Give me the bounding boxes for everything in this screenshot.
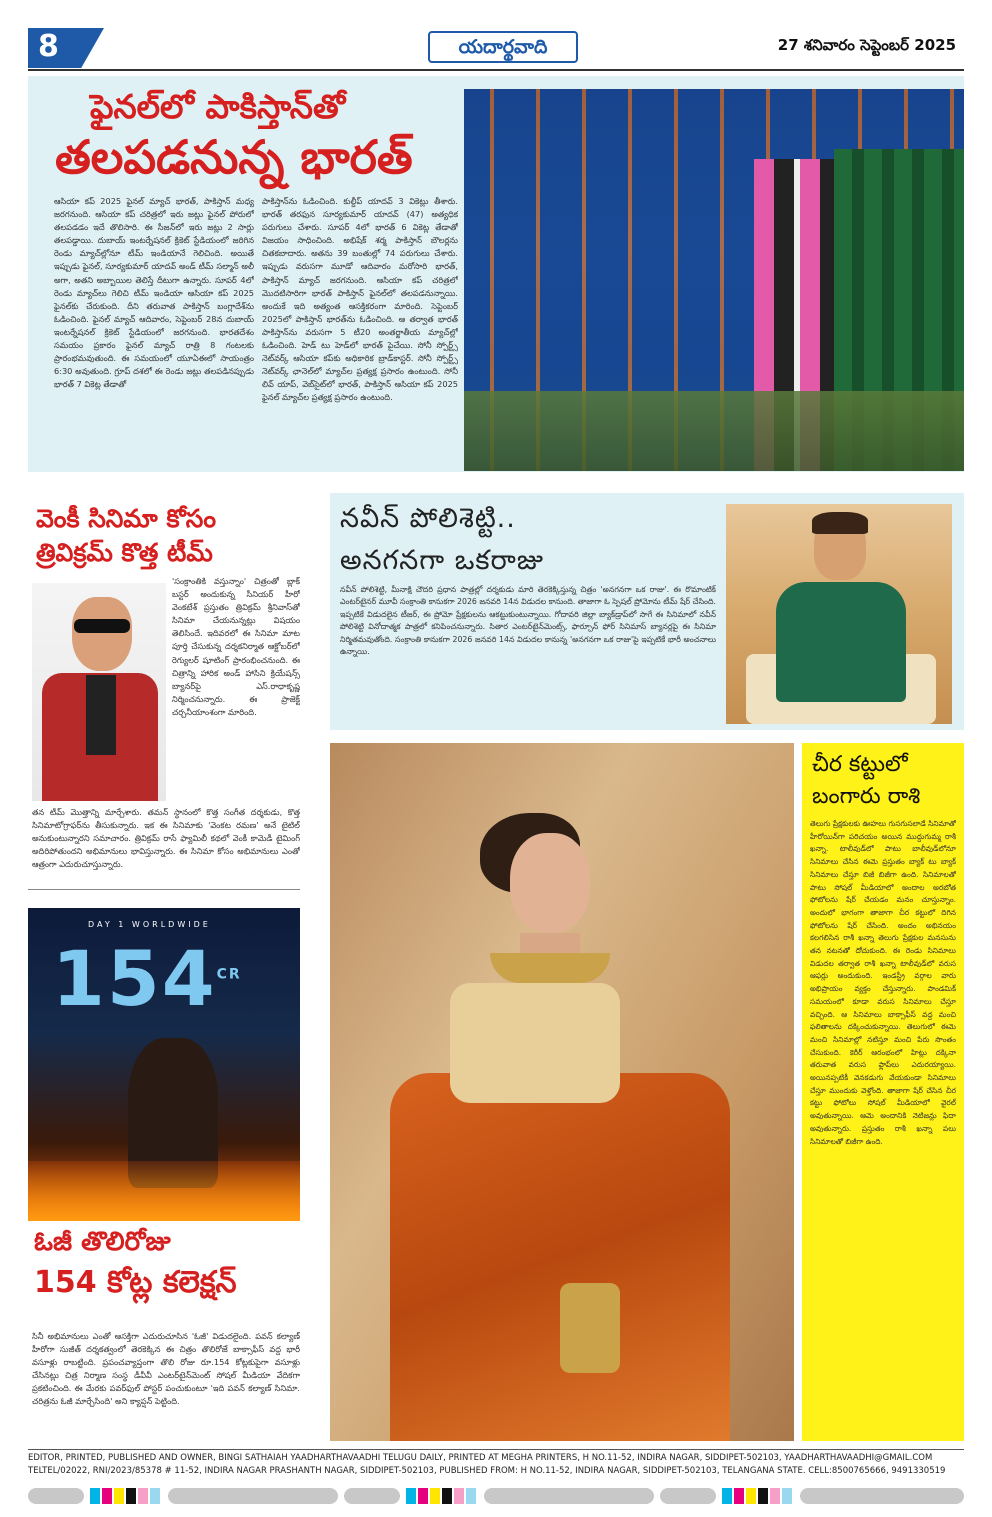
cyan-swatch — [406, 1488, 416, 1504]
page-header — [0, 0, 992, 72]
cyan-swatch — [722, 1488, 732, 1504]
magenta-swatch — [734, 1488, 744, 1504]
yellow-swatch — [746, 1488, 756, 1504]
imprint-line-2: TELTEL/02022, RNI/2023/85378 # 11-52, INDIRA NAGAR PRASHANTH NAGAR, SIDDIPET-502103, PUBLISHED FROM: H NO.11-52, INDIRA NAGAR, SIDDIPET-502103, TELANGANA STATE. CELL:8500765666, 9491330519 — [28, 1466, 946, 1476]
magenta-swatch — [418, 1488, 428, 1504]
og-body: సినీ అభిమానులు ఎంతో ఆసక్తిగా ఎదురుచూసిన 'ఓజీ' విడుదలైంది. పవన్ కల్యాణ్ హీరోగా సుజీత్ దర్శకత్వంలో తెరకెక్కిన ఈ చిత్రం తొలిరోజే బాక్సాఫీస్ వద్ద భారీ వసూళ్లు రాబట్టింది. ప్రపంచవ్యాప్తంగా తొలి రోజు రూ.154 కోట్లకుపైగా వసూళ్లు చేసినట్లు చిత్ర నిర్మాణ సంస్థ డీవీవీ ఎంటర్‌టైన్‌మెంట్ సోషల్ మీడియా వేదికగా ప్రకటించింది. ఈ మేరకు పవర్‌ఫుల్ పోస్టర్ పంచుకుంటూ 'ఇది పవన్ కల్యాణ్ సినిమా. చరిత్రను ఓజీ మార్చేసింది' అని క్యాప్షన్ పెట్టింది. — [32, 1331, 300, 1407]
black-swatch — [126, 1488, 136, 1504]
section-divider — [28, 889, 300, 890]
poster-collection-number — [52, 934, 242, 1023]
rashi-headline-1: చీర కట్టులో — [812, 752, 908, 777]
poster-number-value: 154 — [52, 934, 217, 1023]
issue-date: 27 శనివారం సెప్టెంబర్ 2025 — [777, 36, 956, 54]
potli-bag-shape — [560, 1283, 620, 1373]
venky-headline-1: వెంకీ సినిమా కోసం — [36, 504, 217, 533]
rashi-saree-photo — [330, 743, 794, 1441]
rashi-body: తెలుగు ప్రేక్షకులకు ఊహలు గుసగుసలాడే సినిమాతో హీరోయిన్‌గా పరిచయం అయిన ముద్దుగుమ్మ రాశీ ఖన్నా. టాలీవుడ్‌లో పాటు బాలీవుడ్‌లోనూ సినిమాలు చేసిన ఈమె ప్రస్తుతం బ్యాక్ టు బ్యాక్ సినిమాలు చేస్తూ బిజీ బిజీగా ఉంది. సినిమాలతో పాటు సోషల్ మీడియాలో అందాల అరబోత ఫోటోలను షేర్ చేయడం మనం చూస్తున్నాం. అందులో భాగంగా తాజాగా చీర కట్టులో దిగిన ఫోటోలను షేర్ చేసింది. అందం అభినయం కలగలిసిన రాశీ ఖన్నా తెలుగు ప్రేక్షకుల మనసును తన నటనతో దోచుకుంది. ఈ రెండు సినిమాలు విడుదల తర్వాత రాశీ ఖన్నా టాలీవుడ్‌లో వరుస ఆఫర్లు అందుకుంది. ఇండస్ట్రీ వర్గాల వారు అభిప్రాయం వ్యక్తం చేస్తున్నారు. పాండమిక్ సమయంలో కూడా వరుస సినిమాలు చేస్తూ వచ్చింది. ఆ సినిమాలు బాక్సాఫీస్ వద్ద మంచి ఫలితాలను దక్కించుకున్నాయి. తెలుగులో ఈమె మంచి సినిమాల్లో నటిస్తూ మంచి పేరు సొంతం చేసుకుంది. కెరీర్ ఆరంభంలో హిట్లు దక్కినా తరువాత వరుస ఫ్లాప్‌లు ఎదురయ్యాయి. అయినప్పటికీ వెనకడుగు వేయకుండా సినిమాలు చేస్తూ ముందుకు వెళ్తోంది. తాజాగా షేర్ చేసిన చీర కట్టు ఫోటోలు సోషల్ మీడియాలో వైరల్ అవుతున్నాయి. ఆమె అందానికి నెటిజన్లు ఫిదా అవుతున్నారు. ప్రస్తుతం రాశీ ఖన్నా పలు సినిమాలతో బిజీగా ఉంది. — [810, 819, 956, 1146]
green-jacket-shape — [776, 582, 906, 702]
naveen-body: నవీన్ పోలిశెట్టి, మీనాక్షి చౌదరి ప్రధాన పాత్రల్లో దర్శకుడు మారి తెరకెక్కిస్తున్న చిత్రం 'అనగనగా ఒక రాజు'. ఈ రొమాంటిక్ ఎంటర్‌టైనర్ మూవీ సంక్రాంతి కానుకగా 2026 జనవరి 14న విడుదల కానుంది. తాజాగా ఓ స్పెషల్ ప్రోమోను టీమ్ షేర్ చేసింది. ఇప్పటికే విడుదలైన టీజర్, ఈ ప్రోమో ప్రేక్షకులను ఆకట్టుకుంటున్నాయి. గోదావరి జిల్లా బ్యాక్‌డ్రాప్‌లో సాగే ఈ సినిమాలో నవీన్ పోలిశెట్టి వినోదాత్మక పాత్రలో కనిపించనున్నారు. సితార ఎంటర్‌టైన్‌మెంట్స్, ఫార్చూన్ ఫోర్ సినిమాస్ బ్యానర్లపై ఈ సినిమా నిర్మితమవుతోంది. సంక్రాంతి కానుకగా 2026 జనవరి 14న విడుదల కానున్న 'అనగనగా ఒక రాజు'పై ఇప్పటికే భారీ అంచనాలు ఉన్నాయి. — [340, 585, 716, 657]
top-story-headline-1: ఫైనల్‌లో పాకిస్తాన్‌తో — [90, 87, 346, 126]
yellow-swatch — [114, 1488, 124, 1504]
black-swatch — [758, 1488, 768, 1504]
grey-bar — [484, 1488, 654, 1504]
naveen-headline-1: నవీన్ పోలిశెట్టి.. — [340, 503, 516, 534]
venky-side-column: 'సంక్రాంతికి వస్తున్నాం' చిత్రంతో బ్లాక్ బస్టర్ అందుకున్న సీనియర్ హీరో వెంకటేశ్ ప్రస్తుతం త్రివిక్రమ్ శ్రీనివాస్‌తో సినిమా చేయనున్నట్లు విషయం తెలిసిందే. ఇదివరలో ఈ సినిమా మాట పూర్తి చేసుకున్న దర్శకనిర్మాత ఆక్టోబర్‌లో రెగ్యులర్ షూటింగ్ ప్రారంభించనుంది. ఈ చిత్రాన్ని హారిక అండ్ హాసిని క్రియేషన్స్ బ్యానర్‌పై ఎస్.రాధాకృష్ణ నిర్మించనున్నారు. ఈ ప్రాజెక్ట్ చర్చనీయాంశంగా మారింది. — [172, 576, 300, 717]
light-cyan-swatch — [782, 1488, 792, 1504]
page-number: 8 — [38, 29, 59, 64]
light-cyan-swatch — [466, 1488, 476, 1504]
og-headline-2: 154 కోట్ల కలెక్షన్ — [34, 1265, 237, 1300]
cyan-swatch — [90, 1488, 100, 1504]
header-rule — [28, 69, 964, 71]
grey-bar — [660, 1488, 716, 1504]
footer-rule — [28, 1449, 964, 1450]
top-story-headline-2: తలపడనున్న భారత్ — [55, 130, 413, 184]
og-poster — [28, 908, 300, 1221]
ground-area — [464, 391, 964, 471]
top-story-column-1: ఆసియా కప్ 2025 ఫైనల్ మ్యాచ్ భారత్, పాకిస్తాన్ మధ్య జరగనుంది. ఆసియా కప్ చరిత్రలో ఇరు జట్లు ఫైనల్ పోరులో తలపడడం ఇదే తొలిసారి. ఈ సీజన్‌లో ఇరు జట్లు 2 సార్లు తలపడ్డాయి. దుబాయ్ ఇంటర్నేషనల్ క్రికెట్ స్టేడియంలో జరిగిన రెండు మ్యాచ్‌ల్లోనూ టీమ్ ఇండియానే గెలిచింది. అయితే ఇప్పుడు ఫైనల్, సూర్యకుమార్ యాదవ్ అండ్ టీమ్ సల్మాన్ అలీ అగా, అతని అబ్బాయిల తెలిస్తే దీటుగా ఉన్నారు. సూపర్ 4లో రెండు మ్యాచ్‌లు గెలిచి టీమ్ ఇండియా ఆసియా కప్ 2025 ఫైనల్‌కు చేరుకుంది. దీని తరువాత పాకిస్తాన్ బంగ్లాదేశ్‌ను ఓడించింది. ఫైనల్ మ్యాచ్ ఆదివారం, సెప్టెంబర్ 28న దుబాయ్ ఇంటర్నేషనల్ క్రికెట్ స్టేడియంలో జరగనుంది. భారతదేశం సమయం ప్రకారం ఫైనల్ మ్యాచ్ రాత్రి 8 గంటలకు ప్రారంభమవుతుంది. ఈ సమయంలో యూఏఈలో సాయంత్రం 6:30 అవుతుంది. గ్రూప్ దశలో ఈ రెండు జట్లు తలపడినప్పుడు భారత్ 7 వికెట్ల తేడాతో — [54, 196, 254, 390]
grey-bar — [344, 1488, 400, 1504]
venky-headline-2: త్రివిక్రమ్ కొత్త టీమ్ — [36, 538, 213, 567]
yellow-swatch — [430, 1488, 440, 1504]
naveen-photo — [726, 504, 952, 724]
masthead-logo: యదార్థవాది — [428, 31, 578, 63]
naveen-headline-2: అనగనగా ఒకరాజు — [340, 545, 544, 576]
hair-shape — [812, 512, 868, 534]
venky-bottom-column: తన టీమ్ మొత్తాన్ని మార్చేశారు. తమన్ స్థానంలో కొత్త సంగీత దర్శకుడు, కొత్త సినిమాటోగ్రాఫర్‌ను తీసుకున్నారు. ఇక ఈ సినిమాకు 'వెంకట రమణ' అనే టైటిల్ అనుకుంటున్నారని సమాచారం. త్రివిక్రమ్ రాసే ఫ్యామిలీ కథలో వెంకీ కామెడీ టైమింగ్ అదిరిపోతుందని అభిమానులు భావిస్తున్నారు. ఈ సినిమా కోసం అభిమానులు ఎంతో ఆత్రంగా ఎదురుచూస్తున్నారు. — [32, 807, 300, 870]
color-registration-bar — [28, 1488, 964, 1504]
rashi-headline-2: బంగారు రాశి — [812, 784, 921, 809]
saree-shape — [390, 1073, 730, 1441]
grey-bar — [800, 1488, 964, 1504]
blouse-shape — [450, 983, 620, 1103]
poster-tagline: DAY 1 WORLDWIDE — [88, 920, 211, 929]
pink-swatch — [138, 1488, 148, 1504]
black-swatch — [442, 1488, 452, 1504]
choker-shape — [490, 953, 610, 983]
imprint-line-1: EDITOR, PRINTED, PUBLISHED AND OWNER, BINGI SATHAIAH YAADHARTHAVAADHI TELUGU DAILY, PRINTED AT MEGHA PRINTERS, H NO.11-52, INDIRA NAGAR, SIDDIPET-502103, YAADHARTHAVAADHI@GMAIL.COM — [28, 1453, 933, 1463]
pink-swatch — [454, 1488, 464, 1504]
pink-swatch — [770, 1488, 780, 1504]
poster-unit: CR — [216, 966, 242, 983]
light-cyan-swatch — [150, 1488, 160, 1504]
black-tee-shape — [86, 675, 116, 755]
head-shape — [510, 833, 590, 933]
grey-bar — [168, 1488, 338, 1504]
top-story-column-2: పాకిస్తాన్‌ను ఓడించింది. కుల్దీప్ యాదవ్ 3 వికెట్లు తీశారు. భారత్ తరఫున సూర్యకుమార్ యాదవ్ (47) అత్యధిక పరుగులు చేశారు. సూపర్ 4లో భారత్ 6 వికెట్ల తేడాతో విజయం సాధించింది. అభిషేక్ శర్మ పాకిస్తాన్ బౌలర్లను చితకబాదారు. అతను 39 బంతుల్లో 74 పరుగులు చేశారు. ఇప్పుడు వరుసగా మూడో ఆదివారం మరోసారి భారత్, పాకిస్తాన్ మ్యాచ్ జరగనుంది. ఆసియా కప్ చరిత్రలో మొదటిసారిగా భారత్ పాకిస్తాన్ ఫైనల్‌లో తలపడనున్నాయి. అందుకే ఇది అత్యంత ఆసక్తికరంగా మారింది. సెప్టెంబర్ 2025లో పాకిస్తాన్ భారత్‌ను ఓడించింది. ఆ తర్వాత భారత్ పాకిస్తాన్‌ను వరుసగా 5 టీ20 అంతర్జాతీయ మ్యాచ్‌ల్లో ఓడించింది. హెడ్ టు హెడ్‌లో భారత్ పైచేయి. సోనీ స్పోర్ట్స్ నెట్‌వర్క్ ఆసియా కప్‌కు అధికారిక బ్రాడ్‌కాస్టర్. సోనీ స్పోర్ట్స్ నెట్‌వర్క్ ఛానెల్‌లో మ్యాచ్‌ల ప్రత్యక్ష ప్రసారం ఉంటుంది. సోనీ లివ్ యాప్, వెబ్‌సైట్‌లో భారత్, పాకిస్తాన్ ఆసియా కప్ 2025 ఫైనల్ మ్యాచ్‌ల ప్రత్యక్ష ప్రసారం ఉంటుంది. — [262, 196, 458, 403]
sunglasses-shape — [74, 619, 130, 633]
fire-effect — [28, 1161, 300, 1221]
cricket-teams-photo — [464, 89, 964, 471]
og-headline-1: ఓజీ తొలిరోజు — [34, 1227, 171, 1257]
grey-bar — [28, 1488, 84, 1504]
magenta-swatch — [102, 1488, 112, 1504]
venkatesh-photo — [32, 583, 166, 801]
face-shape — [72, 597, 132, 671]
